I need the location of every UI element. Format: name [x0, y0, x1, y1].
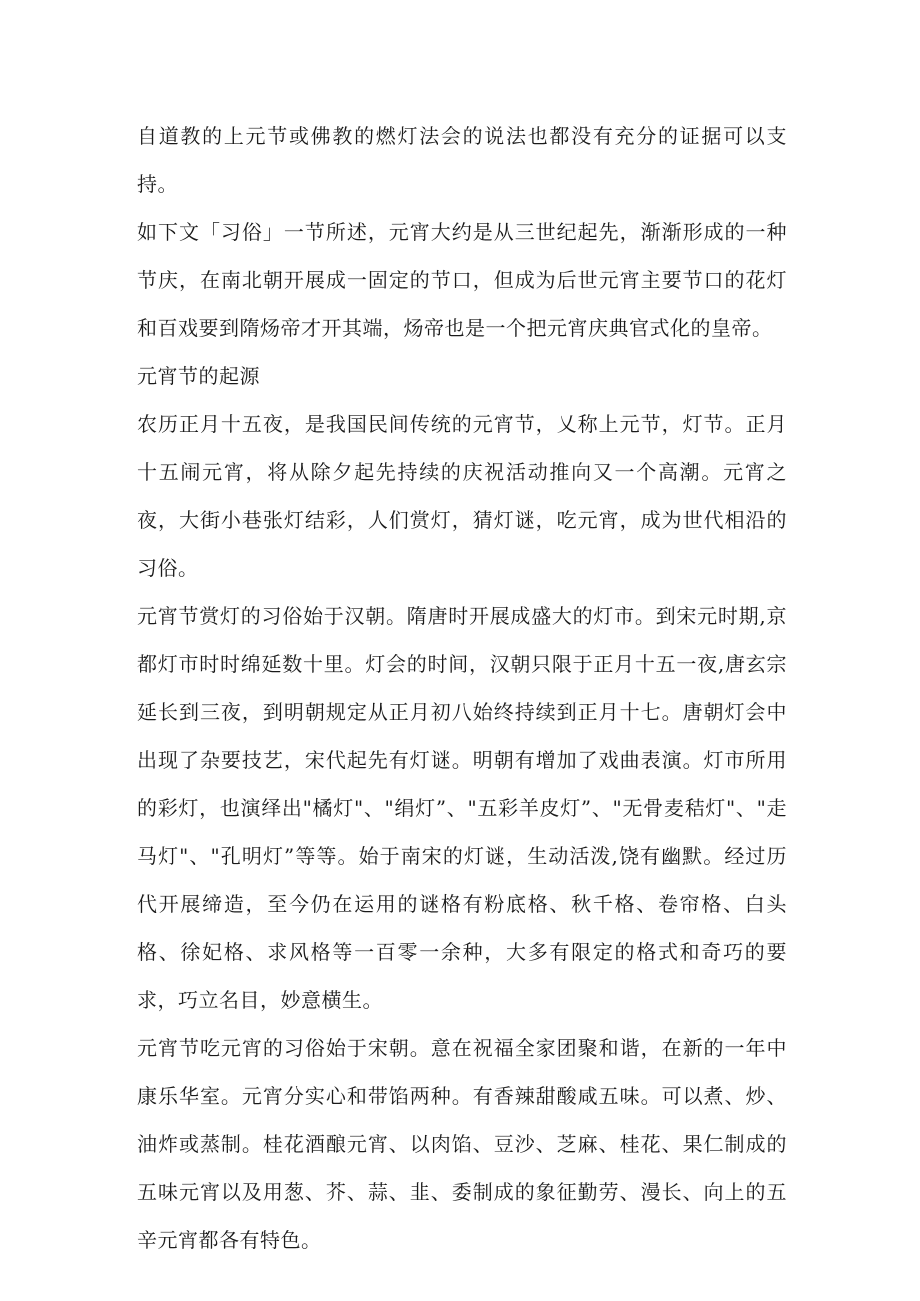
document-body	[137, 112, 787, 1264]
paragraph-eating-yuanxiao: 元宵节吃元宵的习俗始于宋朝。意在祝福全家团聚和谐，在新的一年中康乐华室。元宵分实心和带馅两种。有香辣甜酸咸五味。可以煮、炒、油炸或蒸制。桂花酒酿元宵、以肉馅、豆沙、芝麻、桂花、果仁制成的五味元宵以及用葱、芥、蒜、韭、委制成的象征勤劳、漫长、向上的五辛元宵都各有特色。	[137, 1036, 787, 1252]
section-heading: 元宵节的起源	[137, 364, 260, 388]
paragraph-lantern-festival-intro: 农历正月十五夜，是我国民间传统的元宵节，乂称上元节，灯节。正月十五闹元宵，将从除夕起先持续的庆祝活动推向又一个高潮。元宵之夜，大街小巷张灯结彩，人们赏灯，猜灯谜，吃元宵，成为世代相沿的习俗。	[137, 412, 787, 580]
paragraph-origin-claims: 自道教的上元节或佛教的燃灯法会的说法也都没有充分的证据可以支持。	[137, 124, 787, 196]
paragraph-lantern-viewing: 元宵节赏灯的习俗始于汉朝。隋唐时开展成盛大的灯市。到宋元时期,京都灯市时时绵延数十里。灯会的时间，汉朝只限于正月十五一夜,唐玄宗延长到三夜，到明朝规定从正月初八始终持续到正月十七。唐朝灯会中出现了杂要技艺，宋代起先有灯谜。明朝有增加了戏曲表演。灯市所用的彩灯，也演绎出"橘灯"、"绢灯”、"五彩羊皮灯”、"无骨麦秸灯"、"走马灯"、"孔明灯”等等。始于南宋的灯谜，生动活泼,饶有幽默。经过历代开展缔造，至今仍在运用的谜格有粉底格、秋千格、卷帘格、白头格、徐妃格、求风格等一百零一余种，大多有限定的格式和奇巧的要求，巧立名目，妙意横生。	[137, 604, 787, 1012]
paragraph-customs-history: 如下文「习俗」一节所述，元宵大约是从三世纪起先，渐渐形成的一种节庆，在南北朝开展成一固定的节口，但成为后世元宵主要节口的花灯和百戏要到隋炀帝才开其端，炀帝也是一个把元宵庆典官式化的皇帝。	[137, 220, 787, 340]
